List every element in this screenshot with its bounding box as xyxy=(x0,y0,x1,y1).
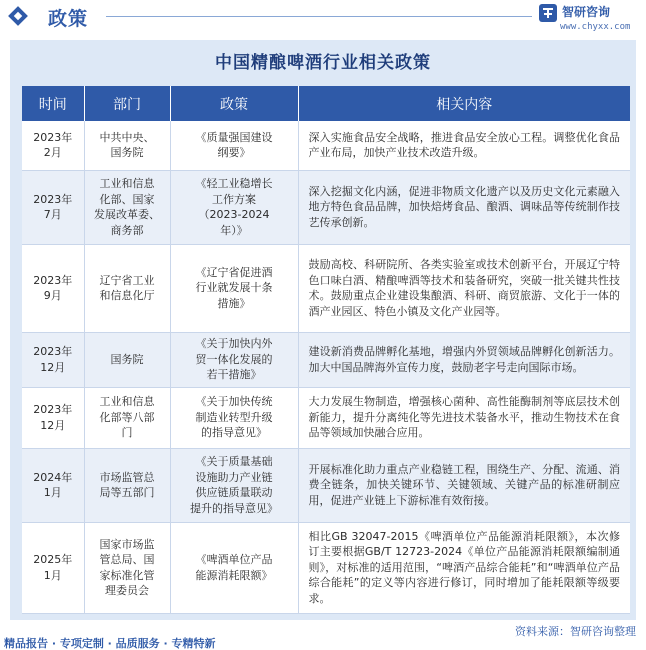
section-title: 政策 xyxy=(48,8,89,30)
cell-time: 2023年 9月 xyxy=(22,244,84,332)
cell-policy: 《关于加快内外 贸一体化发展的 若干措施》 xyxy=(170,332,298,387)
brand-name: 智研咨询 xyxy=(562,5,611,19)
column-header-content: 相关内容 xyxy=(298,86,630,121)
cell-content: 开展标准化助力重点产业稳链工程，围绕生产、分配、流通、消费全链条，加快关键环节、关键领域、关键产品的标准研制应用，促进产业链上下游标准有效衔接。 xyxy=(298,448,630,522)
cell-content: 建设新消费品牌孵化基地，增强内外贸领域品牌孵化创新活力。加大中国品牌海外宣传力度，鼓励老字号走向国际市场。 xyxy=(298,332,630,387)
cell-policy: 《轻工业稳增长 工作方案 （2023-2024 年）》 xyxy=(170,170,298,244)
cell-policy: 《啤酒单位产品 能源消耗限额》 xyxy=(170,522,298,613)
table-title: 中国精酿啤酒行业相关政策 xyxy=(215,53,431,73)
table-row xyxy=(22,387,630,448)
cell-department: 国家市场监 管总局、国 家标准化管 理委员会 xyxy=(84,522,170,613)
table-row xyxy=(22,448,630,522)
cell-time: 2023年 7月 xyxy=(22,170,84,244)
cell-department: 工业和信息 化部、国家 发展改革委、 商务部 xyxy=(84,170,170,244)
cell-department: 中共中央、 国务院 xyxy=(84,121,170,170)
cell-policy: 《质量强国建设 纲要》 xyxy=(170,121,298,170)
cell-policy: 《辽宁省促进酒 行业就发展十条 措施》 xyxy=(170,244,298,332)
brand-website: www.chyxx.com xyxy=(560,22,631,32)
cell-time: 2023年 12月 xyxy=(22,387,84,448)
column-header-time: 时间 xyxy=(22,86,84,121)
cell-policy: 《关于质量基础 设施助力产业链 供应链质量联动 提升的指导意见》 xyxy=(170,448,298,522)
cell-department: 市场监管总 局等五部门 xyxy=(84,448,170,522)
brand-logo-icon xyxy=(538,3,558,23)
footer-tagline: 精品报告 · 专项定制 · 品质服务 · 专精特新 xyxy=(4,637,216,650)
cell-content: 大力发展生物制造，增强核心菌种、高性能酶制剂等底层技术创新能力，提升分离纯化等先进技术装备水平，推动生物技术在食品等领域加快融合应用。 xyxy=(298,387,630,448)
cell-content: 相比GB 32047-2015《啤酒单位产品能源消耗限额》，本次修订主要根据GB/T 12723-2024《单位产品能源消耗限额编制通则》，对标准的适用范围，“啤酒产品综合能耗”和“啤酒单位产品综合能耗”的定义等内容进行修订，同时增加了能耗限额等级要求。 xyxy=(298,522,630,613)
cell-content: 深入挖掘文化内涵，促进非物质文化遗产以及历史文化元素融入地方特色食品品牌，加快焙烤食品、酿酒、调味品等传统制作技艺传承创新。 xyxy=(298,170,630,244)
header-divider-line xyxy=(106,16,532,17)
cell-department: 国务院 xyxy=(84,332,170,387)
cell-time: 2025年 1月 xyxy=(22,522,84,613)
cell-department: 辽宁省工业 和信息化厅 xyxy=(84,244,170,332)
column-header-policy: 政策 xyxy=(170,86,298,121)
cell-policy: 《关于加快传统 制造业转型升级 的指导意见》 xyxy=(170,387,298,448)
table-row xyxy=(22,170,630,244)
table-row xyxy=(22,121,630,170)
cell-content: 鼓励高校、科研院所、各类实验室或技术创新平台，开展辽宁特色口味白酒、精酿啤酒等技术和装备研究，突破一批关键共性技术。鼓励重点企业建设集酿酒、科研、商贸旅游、文化于一体的酒产业园区、特色小镇及文化产业园等。 xyxy=(298,244,630,332)
policy-table xyxy=(22,86,630,614)
cell-time: 2024年 1月 xyxy=(22,448,84,522)
section-diamond-icon xyxy=(8,6,28,26)
top-header-bar xyxy=(0,0,646,32)
table-row xyxy=(22,522,630,613)
table-header-row xyxy=(22,86,630,121)
data-source: 资料来源：智研咨询整理 xyxy=(515,625,636,638)
column-header-dept: 部门 xyxy=(84,86,170,121)
table-row xyxy=(22,244,630,332)
table-body xyxy=(22,121,630,613)
cell-time: 2023年 12月 xyxy=(22,332,84,387)
table-row xyxy=(22,332,630,387)
cell-time: 2023年 2月 xyxy=(22,121,84,170)
cell-content: 深入实施食品安全战略，推进食品安全放心工程。调整优化食品产业布局，加快产业技术改造升级。 xyxy=(298,121,630,170)
cell-department: 工业和信息 化部等八部 门 xyxy=(84,387,170,448)
